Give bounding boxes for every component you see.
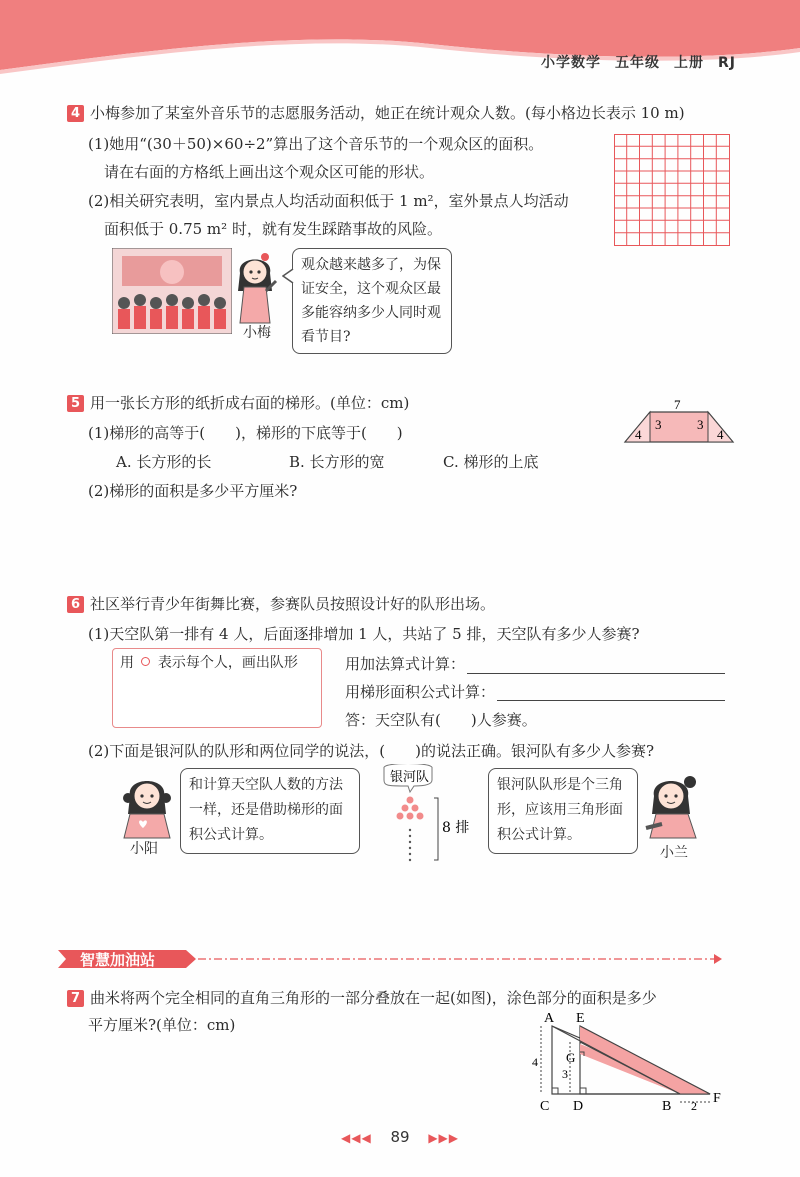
q6-number: 6: [67, 596, 84, 613]
q5-stem: [67, 392, 409, 414]
label-b: B: [662, 1099, 672, 1114]
prev-arrows-icon: ◀◀◀: [340, 1131, 372, 1145]
header-info: [527, 52, 736, 72]
q6-part2: (2)下面是银河队的队形和两位同学的说法，( )的说法正确。银河队有多少人参赛?: [88, 742, 654, 760]
q6-right-speech-bubble: [488, 768, 638, 854]
q7-triangles-figure: [528, 1012, 728, 1116]
xiaoyang-name: 小阳: [130, 841, 158, 857]
q6-stem: [67, 593, 495, 615]
label-e: E: [576, 1012, 585, 1026]
header-grade: 五年级: [615, 55, 660, 71]
q5-fig-h-right-label: 3: [697, 417, 704, 432]
q6-box-label-pre: 用: [120, 655, 134, 671]
section-banner-title: 智慧加油站: [80, 951, 156, 969]
xiaolan-avatar: [642, 770, 704, 840]
label-d: D: [573, 1099, 584, 1114]
q4-part1-line1: (1)她用“(30＋50)×60÷2”算出了这个音乐节的一个观众区的面积。: [88, 135, 544, 153]
q4-part2-line1: (2)相关研究表明，室内景点人均活动面积低于 1 m²，室外景点人均活动: [88, 192, 569, 210]
concert-illustration: [112, 248, 232, 334]
xiaomei-avatar: [232, 245, 278, 325]
label-a: A: [544, 1012, 555, 1026]
q5-part2: (2)梯形的面积是多少平方厘米?: [88, 482, 298, 500]
label-c: C: [540, 1099, 550, 1114]
q4-grid-paper[interactable]: [614, 134, 730, 246]
q6-answer: 答：天空队有( )人参赛。: [345, 711, 537, 729]
q4-part2-line2: 面积低于 0.75 m² 时，就有发生踩踏事故的风险。: [104, 220, 442, 238]
team-label: 银河队: [390, 770, 430, 785]
q5-option-c[interactable]: C. 梯形的上底: [443, 453, 539, 471]
q7-line1-text: 曲米将两个完全相同的直角三角形的一部分叠放在一起(如图)，涂色部分的面积是多少: [90, 989, 657, 1007]
len-bf: 2: [691, 1099, 697, 1113]
q4-speech-text: 观众越来越多了，为保证安全，这个观众区最多能容纳多少人同时观看节目?: [301, 257, 441, 345]
q5-option-b[interactable]: B. 长方形的宽: [289, 453, 385, 471]
q5-fig-h-left-label: 3: [655, 417, 662, 432]
q6-trap-calc-label: 用梯形面积公式计算：: [345, 683, 496, 701]
section-banner: [58, 946, 724, 972]
q6-add-calc-blank[interactable]: [467, 673, 725, 674]
q7-number: 7: [67, 990, 84, 1007]
q5-stem-text: 用一张长方形的纸折成右面的梯形。(单位：cm): [90, 394, 410, 412]
q6-trap-calc-blank[interactable]: [497, 700, 725, 701]
q7-line2: 平方厘米?(单位：cm): [88, 1016, 236, 1034]
q5-number: 5: [67, 395, 84, 412]
q6-box-label: [120, 652, 298, 674]
q5-trapezoid-figure: [620, 398, 738, 448]
page-footer: [0, 1128, 800, 1146]
label-g: G: [566, 1050, 576, 1065]
q4-part1-line2: 请在右面的方格纸上画出这个观众区可能的形状。: [104, 163, 435, 181]
q4-stem-text: 小梅参加了某室外音乐节的志愿服务活动，她正在统计观众人数。(每小格边长表示 10 m): [90, 104, 685, 122]
next-arrows-icon: ▶▶▶: [428, 1131, 460, 1145]
xiaomei-name: 小梅: [243, 325, 271, 341]
header-subject: 小学数学: [541, 55, 601, 71]
header-volume: 上册: [674, 55, 704, 71]
q6-left-speech-bubble: [180, 768, 360, 854]
rows-label: 8 排: [442, 820, 470, 836]
q6-drawing-box[interactable]: [112, 648, 322, 728]
label-f: F: [713, 1091, 721, 1106]
len-ac: 4: [532, 1055, 538, 1069]
q6-box-label-post: 表示每个人，画出队形: [157, 655, 298, 671]
dot-symbol-icon: [141, 657, 150, 666]
q5-fig-left-label: 4: [635, 427, 642, 442]
q6-stem-text: 社区举行青少年街舞比赛，参赛队员按照设计好的队形出场。: [90, 595, 496, 613]
q5-part1: (1)梯形的高等于( )，梯形的下底等于( ): [88, 424, 403, 442]
q4-bubble-tail: [282, 268, 294, 284]
q4-number: 4: [67, 105, 84, 122]
q4-stem: [67, 102, 685, 124]
q6-right-speech-text: 银河队队形是个三角形，应该用三角形面积公式计算。: [497, 777, 623, 843]
q5-fig-top-label: 7: [674, 398, 681, 412]
xiaolan-name: 小兰: [660, 845, 688, 861]
xiaoyang-avatar: [118, 770, 178, 840]
q7-line1: [67, 987, 657, 1009]
page-number: 89: [390, 1128, 410, 1146]
q5-fig-right-label: 4: [717, 427, 724, 442]
q6-part1: (1)天空队第一排有 4 人，后面逐排增加 1 人，共站了 5 排，天空队有多少人参赛?: [88, 625, 640, 643]
len-gd: 3: [562, 1067, 568, 1081]
header-edition: RJ: [718, 55, 736, 71]
yinhe-formation-figure: [378, 764, 482, 866]
q4-speech-bubble: [292, 248, 452, 354]
q6-left-speech-text: 和计算天空队人数的方法一样，还是借助梯形的面积公式计算。: [189, 777, 343, 843]
q5-option-a[interactable]: A. 长方形的长: [116, 453, 212, 471]
q6-add-calc-label: 用加法算式计算：: [345, 655, 466, 673]
